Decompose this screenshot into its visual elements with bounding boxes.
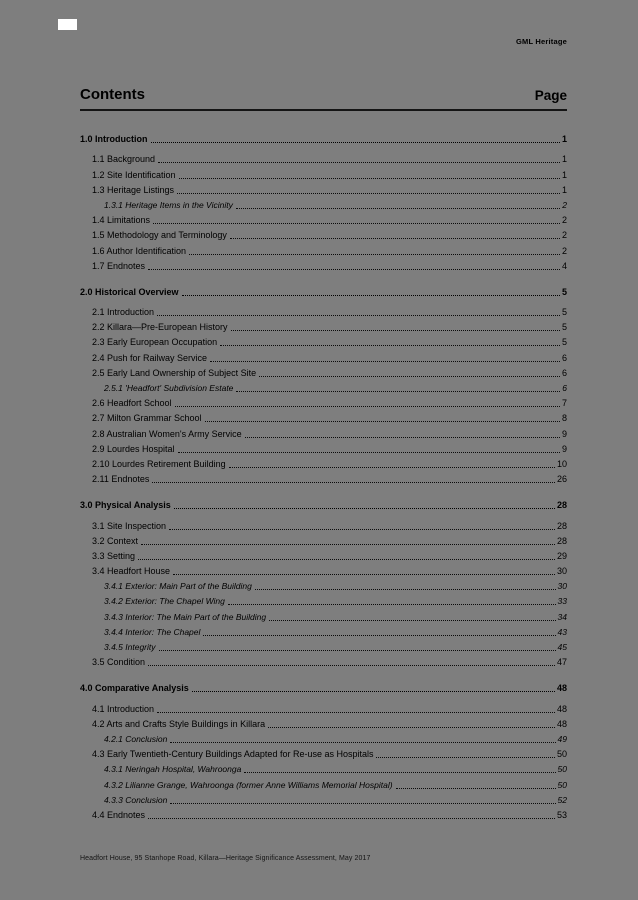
toc-entry-page: 53 bbox=[556, 809, 567, 820]
toc-entry-page: 49 bbox=[557, 733, 567, 744]
toc-entry[interactable] bbox=[80, 348, 567, 363]
toc-entry[interactable] bbox=[80, 623, 567, 638]
dot-leader bbox=[220, 345, 560, 346]
toc-entry[interactable] bbox=[80, 577, 567, 592]
toc-entry-label: 4.2.1 Conclusion bbox=[104, 733, 168, 744]
toc-entry[interactable] bbox=[80, 181, 567, 196]
toc-entry[interactable] bbox=[80, 516, 567, 531]
toc-entry-label: 1.1 Background bbox=[92, 154, 156, 165]
toc-entry-label: 1.6 Author Identification bbox=[92, 245, 187, 256]
toc-section bbox=[80, 283, 567, 485]
toc-entry[interactable] bbox=[80, 379, 567, 394]
toc-entry-page: 45 bbox=[557, 642, 567, 652]
dot-leader bbox=[174, 508, 555, 509]
toc-entry[interactable] bbox=[80, 283, 567, 298]
dot-leader bbox=[192, 691, 555, 692]
dot-leader bbox=[173, 574, 555, 575]
toc-entry-page: 1 bbox=[561, 184, 567, 195]
toc-entry-page: 5 bbox=[561, 307, 567, 318]
toc-entry-page: 48 bbox=[556, 718, 567, 729]
dot-leader bbox=[152, 482, 555, 483]
toc-entry-page: 50 bbox=[556, 749, 567, 760]
toc-entry[interactable] bbox=[80, 211, 567, 226]
dot-leader bbox=[245, 437, 560, 438]
page-column-label: Page bbox=[534, 88, 567, 103]
toc-entry[interactable] bbox=[80, 730, 567, 745]
toc-entry-label: 2.5 Early Land Ownership of Subject Site bbox=[92, 367, 257, 378]
toc-entry-label: 4.3.1 Neringah Hospital, Wahroonga bbox=[104, 764, 242, 775]
toc-entry-label: 2.1 Introduction bbox=[92, 307, 155, 318]
toc-entry-label: 1.2 Site Identification bbox=[92, 169, 176, 180]
toc-entry-label: 4.1 Introduction bbox=[92, 703, 155, 714]
toc-entry[interactable] bbox=[80, 547, 567, 562]
dot-leader bbox=[228, 604, 556, 605]
dot-leader bbox=[210, 361, 560, 362]
toc-entry[interactable] bbox=[80, 130, 567, 145]
toc-entry-label: 1.7 Endnotes bbox=[92, 260, 146, 271]
toc-entry-page: 9 bbox=[561, 428, 567, 439]
dot-leader bbox=[255, 589, 556, 590]
toc-entry-label: 3.3 Setting bbox=[92, 550, 136, 561]
toc-entry-label: 4.0 Comparative Analysis bbox=[80, 683, 189, 694]
toc-entry[interactable] bbox=[80, 424, 567, 439]
dot-leader bbox=[236, 208, 560, 209]
dot-leader bbox=[189, 254, 560, 255]
toc-entry[interactable] bbox=[80, 257, 567, 272]
footer-text: Headfort House, 95 Stanhope Road, Killara—Heritage Significance Assessment, May 2017 bbox=[80, 855, 371, 862]
toc-entry[interactable] bbox=[80, 394, 567, 409]
toc-entry-label: 2.8 Australian Women's Army Service bbox=[92, 428, 242, 439]
contents-title: Contents bbox=[80, 86, 145, 103]
toc-entry-page: 50 bbox=[557, 779, 567, 790]
toc-entry-page: 2 bbox=[562, 199, 567, 210]
toc-entry-label: 2.10 Lourdes Retirement Building bbox=[92, 458, 226, 469]
toc-entry[interactable] bbox=[80, 409, 567, 424]
dot-leader bbox=[159, 650, 556, 651]
toc-entry-label: 2.6 Headfort School bbox=[92, 398, 172, 409]
dot-leader bbox=[244, 772, 555, 773]
toc-entry[interactable] bbox=[80, 679, 567, 694]
dot-leader bbox=[229, 467, 555, 468]
dot-leader bbox=[148, 269, 560, 270]
scan-artifact bbox=[58, 19, 77, 30]
toc-entry[interactable] bbox=[80, 318, 567, 333]
toc-entry[interactable] bbox=[80, 532, 567, 547]
toc-entry[interactable] bbox=[80, 745, 567, 760]
toc-entry-label: 4.3 Early Twentieth-Century Buildings Adapted for Re-use as Hospitals bbox=[92, 749, 374, 760]
toc-section bbox=[80, 130, 567, 272]
toc-entry-label: 3.0 Physical Analysis bbox=[80, 500, 171, 511]
toc-section bbox=[80, 679, 567, 821]
dot-leader bbox=[376, 757, 555, 758]
dot-leader bbox=[268, 727, 555, 728]
toc-entry-page: 10 bbox=[556, 458, 567, 469]
toc-entry-page: 48 bbox=[556, 703, 567, 714]
toc-entry[interactable] bbox=[80, 775, 567, 790]
dot-leader bbox=[230, 238, 560, 239]
toc-entry-page: 8 bbox=[561, 413, 567, 424]
toc-entry[interactable] bbox=[80, 496, 567, 511]
toc-entry-label: 1.3.1 Heritage Items in the Vicinity bbox=[104, 199, 233, 210]
toc-entry-label: 2.0 Historical Overview bbox=[80, 286, 179, 297]
toc-entry[interactable] bbox=[80, 715, 567, 730]
toc-entry-page: 1 bbox=[561, 154, 567, 165]
toc-section bbox=[80, 496, 567, 668]
toc-entry-page: 28 bbox=[556, 500, 567, 511]
dot-leader bbox=[396, 788, 556, 789]
toc-entry-label: 1.0 Introduction bbox=[80, 134, 148, 145]
toc-entry[interactable] bbox=[80, 333, 567, 348]
toc-entry-page: 1 bbox=[561, 169, 567, 180]
toc-entry-label: 3.4 Headfort House bbox=[92, 566, 171, 577]
toc-entry[interactable] bbox=[80, 150, 567, 165]
dot-leader bbox=[182, 295, 560, 296]
toc-entry-label: 1.4 Limitations bbox=[92, 215, 151, 226]
toc-entry-page: 7 bbox=[561, 398, 567, 409]
toc bbox=[80, 122, 567, 821]
toc-entry[interactable] bbox=[80, 562, 567, 577]
toc-entry-label: 3.1 Site Inspection bbox=[92, 520, 167, 531]
toc-entry-page: 6 bbox=[561, 367, 567, 378]
toc-entry-label: 1.5 Methodology and Terminology bbox=[92, 230, 227, 241]
brand-header: GML Heritage bbox=[515, 37, 567, 46]
toc-entry-page: 5 bbox=[561, 322, 567, 333]
toc-entry-label: 3.5 Condition bbox=[92, 657, 146, 668]
dot-leader bbox=[151, 142, 560, 143]
dot-leader bbox=[170, 742, 555, 743]
dot-leader bbox=[158, 162, 560, 163]
toc-entry-page: 2 bbox=[561, 230, 567, 241]
dot-leader bbox=[141, 544, 555, 545]
toc-entry-label: 2.2 Killara—Pre-European History bbox=[92, 322, 228, 333]
toc-entry-label: 1.3 Heritage Listings bbox=[92, 184, 175, 195]
toc-entry[interactable] bbox=[80, 303, 567, 318]
dot-leader bbox=[148, 665, 555, 666]
toc-entry-page: 4 bbox=[561, 260, 567, 271]
toc-entry-page: 6 bbox=[562, 383, 567, 393]
toc-entry-label: 3.4.3 Interior: The Main Part of the Building bbox=[104, 611, 267, 622]
toc-entry-label: 2.3 Early European Occupation bbox=[92, 337, 218, 348]
dot-leader bbox=[148, 818, 555, 819]
dot-leader bbox=[169, 529, 555, 530]
toc-entry-label: 2.7 Milton Grammar School bbox=[92, 413, 202, 424]
toc-entry-page: 33 bbox=[557, 596, 567, 607]
toc-entry-page: 30 bbox=[556, 566, 567, 577]
toc-entry-label: 3.4.4 Interior: The Chapel bbox=[104, 626, 201, 637]
toc-entry[interactable] bbox=[80, 592, 567, 607]
toc-entry-label: 3.2 Context bbox=[92, 535, 139, 546]
toc-entry-label: 3.4.1 Exterior: Main Part of the Building bbox=[104, 581, 252, 592]
toc-entry-label: 2.4 Push for Railway Service bbox=[92, 352, 208, 363]
dot-leader bbox=[231, 330, 560, 331]
toc-entry-page: 34 bbox=[557, 611, 567, 622]
toc-entry-label: 4.2 Arts and Crafts Style Buildings in Killara bbox=[92, 718, 266, 729]
toc-entry-page: 43 bbox=[557, 626, 567, 637]
dot-leader bbox=[179, 178, 560, 179]
toc-entry[interactable] bbox=[80, 440, 567, 455]
toc-entry-page: 29 bbox=[556, 550, 567, 561]
toc-entry-label: 2.9 Lourdes Hospital bbox=[92, 443, 175, 454]
dot-leader bbox=[153, 223, 560, 224]
toc-entry-page: 28 bbox=[556, 520, 567, 531]
toc-entry-page: 47 bbox=[556, 657, 567, 668]
toc-entry-page: 5 bbox=[561, 337, 567, 348]
toc-entry-page: 5 bbox=[561, 286, 567, 297]
toc-entry[interactable] bbox=[80, 470, 567, 485]
toc-entry-page: 28 bbox=[556, 535, 567, 546]
dot-leader bbox=[175, 406, 560, 407]
dot-leader bbox=[170, 803, 555, 804]
dot-leader bbox=[177, 193, 560, 194]
toc-entry-label: 2.5.1 'Headfort' Subdivision Estate bbox=[104, 383, 234, 393]
contents-header bbox=[80, 86, 567, 111]
toc-entry-label: 4.3.2 Lilianne Grange, Wahroonga (former Anne Williams Memorial Hospital) bbox=[104, 779, 393, 790]
dot-leader bbox=[157, 712, 555, 713]
dot-leader bbox=[138, 559, 555, 560]
toc-entry[interactable] bbox=[80, 196, 567, 211]
toc-entry[interactable] bbox=[80, 760, 567, 775]
toc-entry-page: 6 bbox=[561, 352, 567, 363]
toc-entry-label: 2.11 Endnotes bbox=[92, 474, 150, 485]
dot-leader bbox=[259, 376, 560, 377]
dot-leader bbox=[236, 391, 560, 392]
toc-entry-page: 1 bbox=[561, 134, 567, 145]
toc-entry-page: 9 bbox=[561, 443, 567, 454]
dot-leader bbox=[178, 452, 560, 453]
toc-entry-label: 3.4.2 Exterior: The Chapel Wing bbox=[104, 596, 225, 607]
toc-entry[interactable] bbox=[80, 165, 567, 180]
toc-entry-label: 4.3.3 Conclusion bbox=[104, 794, 168, 805]
toc-entry-label: 3.4.5 Integrity bbox=[104, 642, 156, 652]
dot-leader bbox=[203, 635, 555, 636]
toc-entry-page: 52 bbox=[557, 794, 567, 805]
toc-entry[interactable] bbox=[80, 653, 567, 668]
toc-entry-page: 50 bbox=[557, 764, 567, 775]
toc-entry-page: 48 bbox=[556, 683, 567, 694]
toc-entry[interactable] bbox=[80, 791, 567, 806]
dot-leader bbox=[269, 620, 555, 621]
toc-entry-page: 26 bbox=[556, 474, 567, 485]
toc-entry-page: 2 bbox=[561, 215, 567, 226]
toc-entry[interactable] bbox=[80, 607, 567, 622]
toc-entry-page: 2 bbox=[561, 245, 567, 256]
toc-entry[interactable] bbox=[80, 638, 567, 653]
dot-leader bbox=[205, 421, 560, 422]
toc-entry[interactable] bbox=[80, 226, 567, 241]
dot-leader bbox=[157, 315, 560, 316]
toc-entry[interactable] bbox=[80, 455, 567, 470]
toc-entry[interactable] bbox=[80, 364, 567, 379]
toc-entry-label: 4.4 Endnotes bbox=[92, 809, 146, 820]
toc-entry[interactable] bbox=[80, 806, 567, 821]
toc-entry[interactable] bbox=[80, 699, 567, 714]
toc-entry[interactable] bbox=[80, 241, 567, 256]
toc-entry-page: 30 bbox=[557, 581, 567, 592]
